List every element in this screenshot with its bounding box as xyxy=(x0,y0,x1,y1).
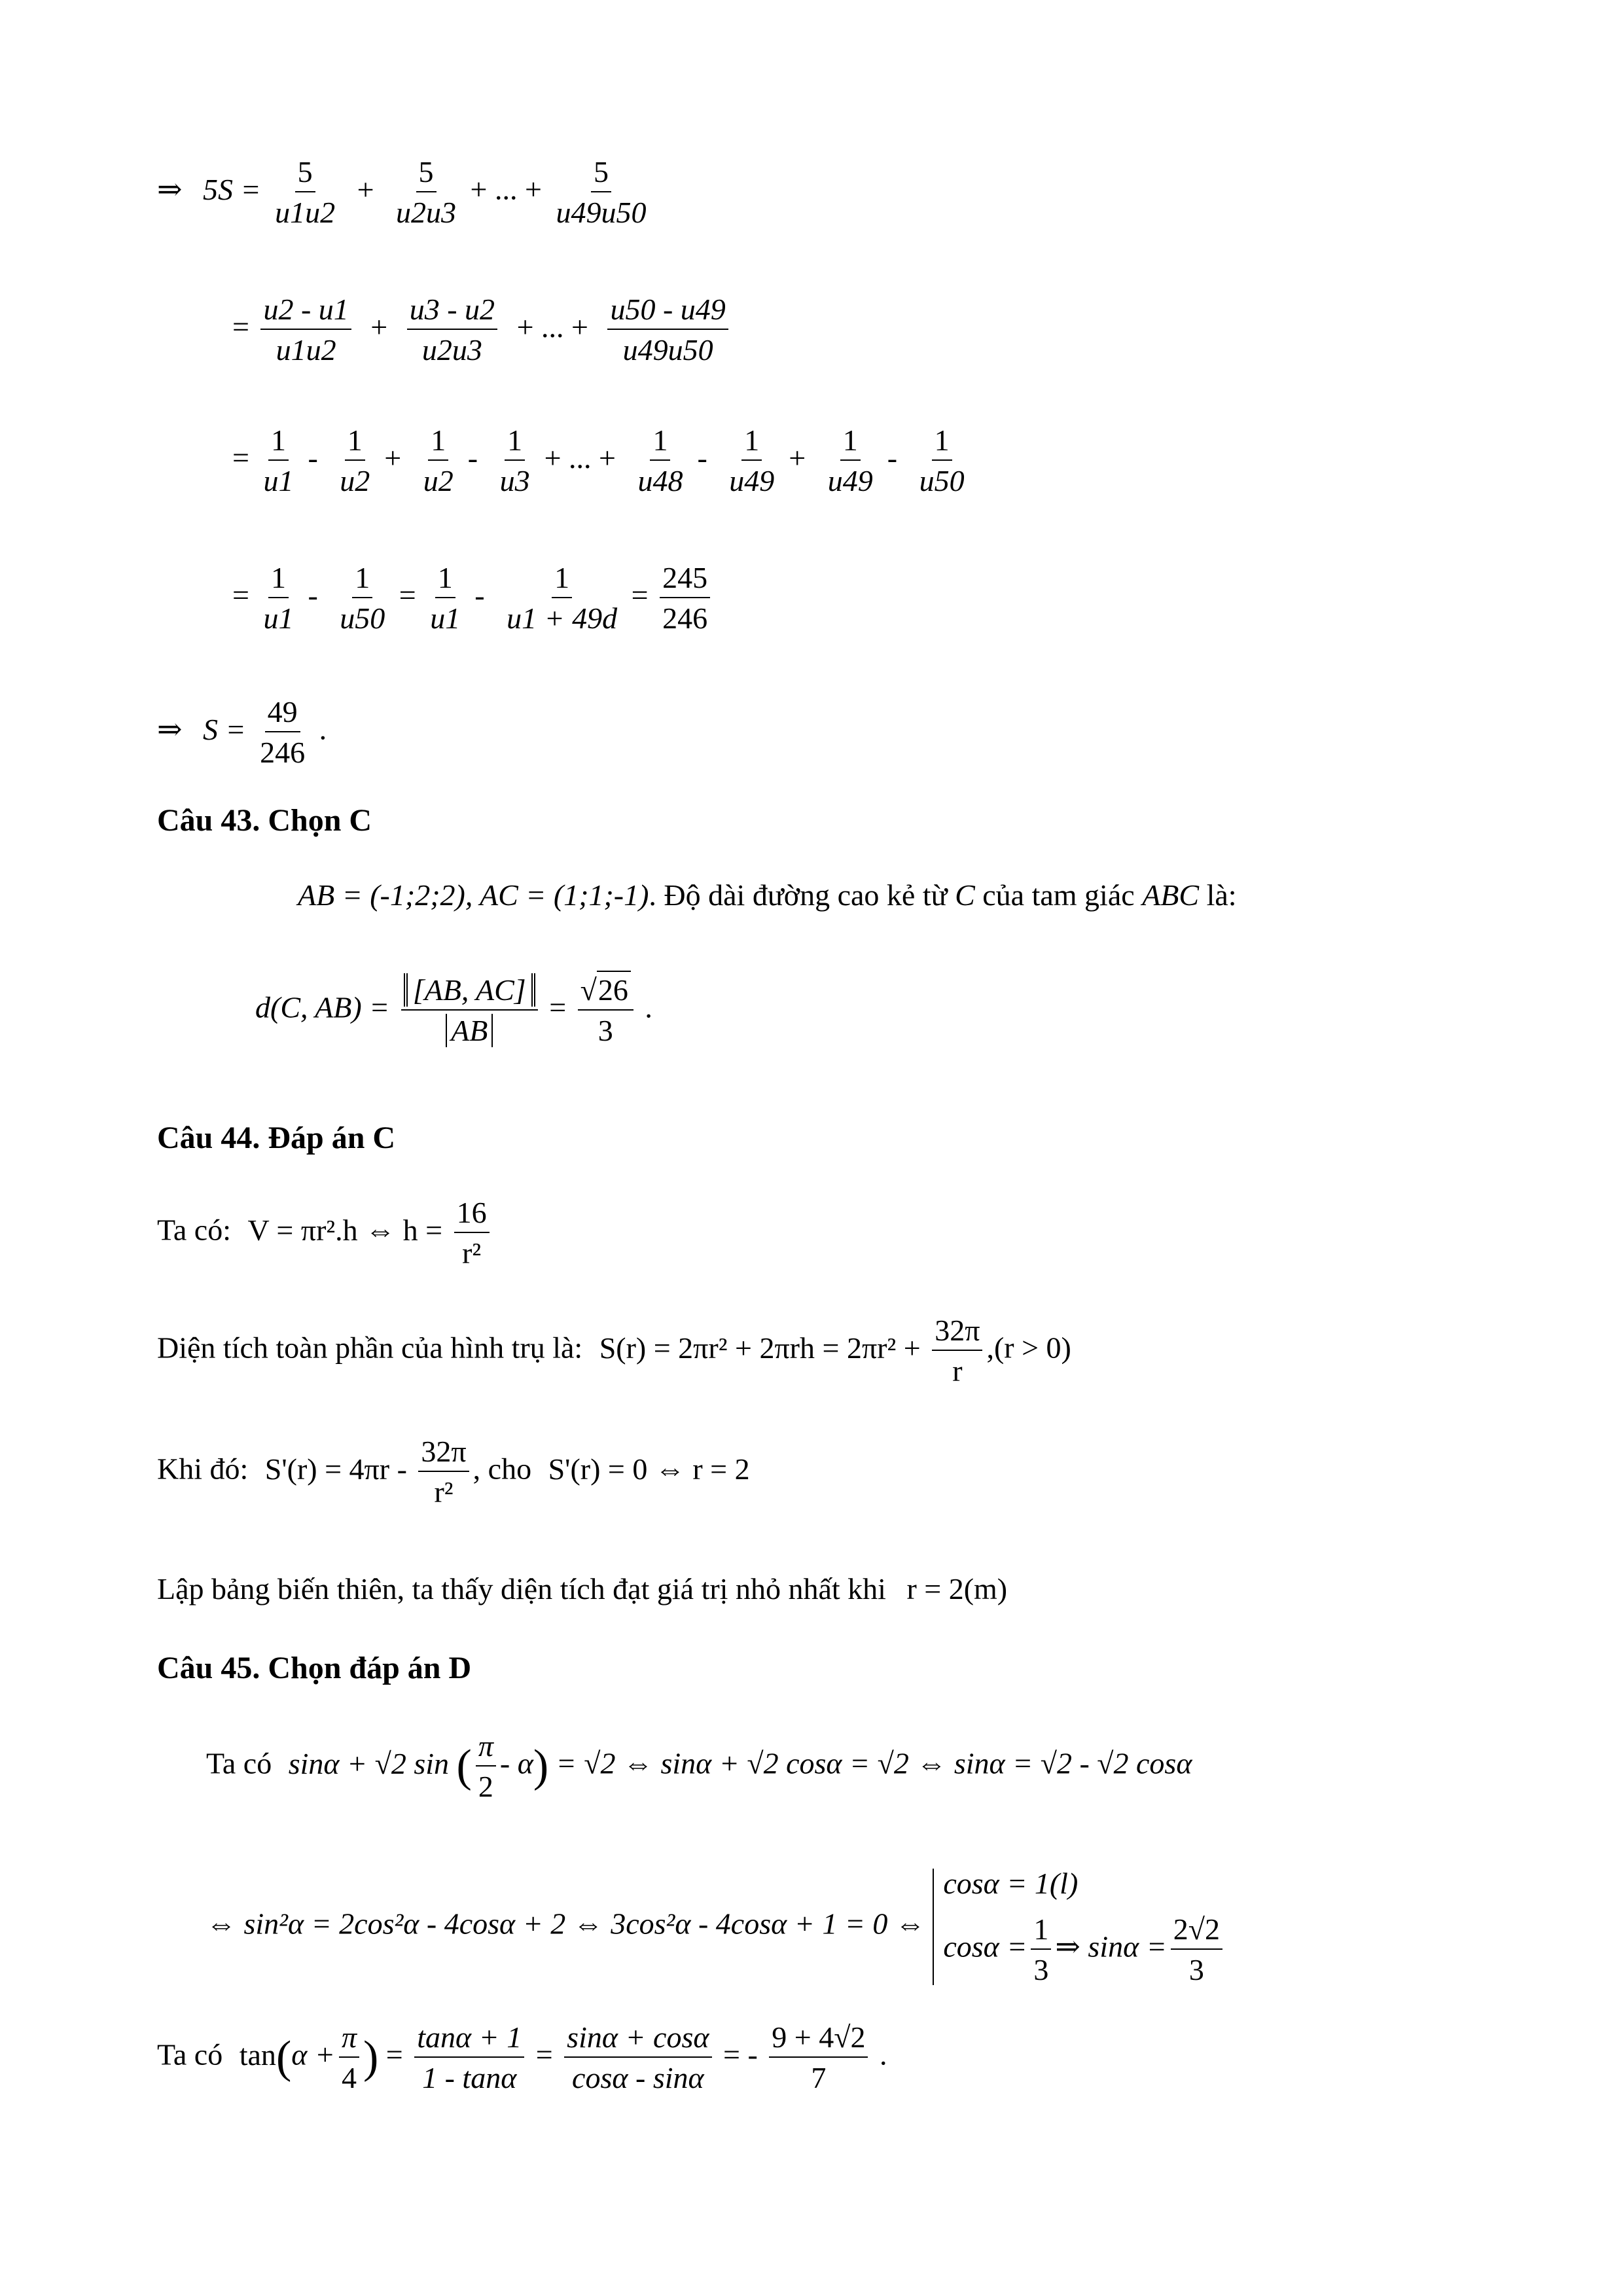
q44-line-1: Ta có: V = πr².h ⇔ h = $\frac{16}{\text{r²}}$ xyxy=(157,1198,493,1268)
q45-line-2: ⇔ sin²α = 2cos²α - 4cosα + 2 ⇔ 3cos²α - 4cosα + 1 = 0 ⇔ cosα = 1(l) cosα = $\frac{1}{3}$ ⇒ sinα = $\frac{2√2}{3}$ xyxy=(206,1869,1226,1985)
q45-heading: Câu 45. Chọn đáp án D xyxy=(157,1651,472,1685)
implies-arrow: ⇒ xyxy=(157,172,183,206)
sum-line-2: = $\frac{u2 - u1}{u1u2}$ + $\frac{u3 - u2}{u2u3}$ + ... + $\frac{u50 - u49}{u49u50}$ xyxy=(232,295,732,365)
sum-result: ⇒ S = $\frac{49}{246}$ . xyxy=(157,695,327,769)
q43-formula: d(C, AB) = $\frac{[AB, AC]}{AB}$ = $\frac{√26}{3}$ . xyxy=(255,975,652,1046)
lhs: 5S = xyxy=(203,172,261,206)
q45-line-3: Ta có tan(α + $\frac{\pi}{4}$ ) = $\frac{\tan\alpha + 1}{1 - \tan\alpha}$ = $\frac{\sin\alpha + \cos\alpha}{\cos\alpha - \sin\alpha}$ = - $\frac{9 + 4√2}{7}$ . xyxy=(157,2020,887,2094)
q44-line-3: Khi đó: S'(r) = 4πr - $\frac{32\pi}{\text{r²}}$ , cho S'(r) = 0 ⇔ r = 2 xyxy=(157,1435,750,1509)
fraction: $\frac{5}{u1u2}$ xyxy=(275,155,336,229)
fraction: $\frac{5}{u49u50}$ xyxy=(556,155,647,229)
ellipsis: + ... + xyxy=(470,172,542,206)
q45-line-1: Ta có sinα + √2 sin ( $\frac{\pi}{2}$ - α) = √2 ⇔ sinα + √2 cosα = √2 ⇔ sinα = √2 - √2 cosα xyxy=(206,1729,1192,1803)
q44-line-2: Diện tích toàn phần của hình trụ là: S(r) = 2πr² + 2πrh = 2πr² + $\frac{32\pi}{r}$ ,(r > 0) xyxy=(157,1314,1071,1388)
q44-heading: Câu 44. Đáp án C xyxy=(157,1121,396,1155)
q43-text: AB = (-1;2;2), AC = (1;1;-1). Độ dài đường cao kẻ từ C của tam giác ABC là: xyxy=(298,878,1237,912)
sum-line-3: = $\frac{1}{u1}$ - $\frac{1}{u2}$ + $\frac{1}{u2}$ - $\frac{1}{u3}$ + ... + $\frac{1}{u48}$ - $\frac{1}{u49}$ + $\frac{1}{u49}$ - $\frac{1}{u50}$ xyxy=(232,423,965,497)
sum-line-1: ⇒ 5S = $\frac{5}{u1u2}$ + $\frac{5}{u2u3}$ + ... + $\frac{5}{u49u50}$ xyxy=(157,157,652,228)
fraction: $\frac{u50 - u49}{u49u50}$ xyxy=(607,295,728,365)
q43-heading: Câu 43. Chọn C xyxy=(157,803,372,838)
fraction: $\frac{u2 - u1}{u1u2}$ xyxy=(260,295,351,365)
case-brace: cosα = 1(l) cosα = $\frac{1}{3}$ ⇒ sinα = $\frac{2√2}{3}$ xyxy=(933,1869,1226,1985)
fraction: $\frac{5}{u2u3}$ xyxy=(396,155,457,229)
sum-line-4: = $\frac{1}{u1}$ - $\frac{1}{u50}$ = $\frac{1}{u1}$ - $\frac{1}{u1 + 49d}$ = $\frac{245}{246}$ xyxy=(232,563,714,634)
q44-line-4: Lập bảng biến thiên, ta thấy diện tích đạt giá trị nhỏ nhất khi r = 2(m) xyxy=(157,1572,1008,1605)
fraction: $\frac{u3 - u2}{u2u3}$ xyxy=(407,295,497,365)
